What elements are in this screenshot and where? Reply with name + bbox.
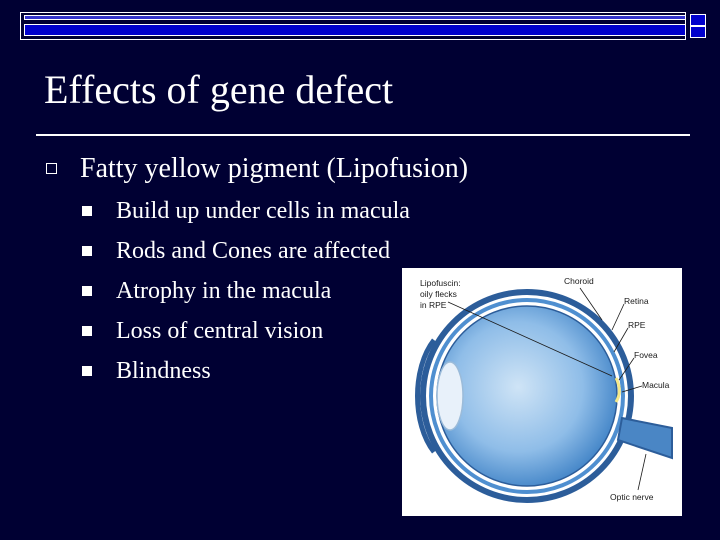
pointer-optic-nerve	[638, 454, 646, 490]
decorative-top-bar	[20, 12, 708, 40]
top-bar-square-lower	[690, 26, 706, 38]
main-bullet-text: Fatty yellow pigment (Lipofusion)	[80, 153, 469, 184]
square-bullet-icon	[82, 366, 92, 376]
title-divider	[36, 134, 690, 136]
sub-bullet-text: Atrophy in the macula	[116, 278, 332, 304]
optic-nerve-shape	[618, 418, 672, 458]
top-bar-thick-stripe	[24, 24, 686, 36]
label-optic-nerve: Optic nerve	[610, 492, 654, 502]
square-bullet-icon	[82, 286, 92, 296]
pointer-retina	[612, 304, 624, 330]
sub-bullet-text: Loss of central vision	[116, 318, 324, 344]
label-fovea: Fovea	[634, 350, 658, 360]
square-bullet-icon	[82, 206, 92, 216]
square-bullet-icon	[82, 326, 92, 336]
sub-bullet-text: Build up under cells in macula	[116, 198, 410, 224]
label-lipofuscin-line1: Lipofuscin:	[420, 278, 461, 288]
eye-anatomy-diagram	[402, 268, 682, 516]
eye-lens	[437, 362, 463, 430]
top-bar-thin-stripe	[24, 15, 686, 20]
eye-diagram-svg	[402, 268, 682, 516]
label-lipofuscin-line3: in RPE	[420, 300, 447, 310]
label-retina: Retina	[624, 296, 649, 306]
label-rpe: RPE	[628, 320, 646, 330]
eye-retina-layer	[437, 306, 617, 486]
label-macula: Macula	[642, 380, 670, 390]
label-choroid: Choroid	[564, 276, 594, 286]
sub-bullet-text: Blindness	[116, 358, 211, 384]
top-bar-square-upper	[690, 14, 706, 26]
hollow-square-bullet-icon	[46, 163, 57, 174]
slide-title: Effects of gene defect	[44, 67, 394, 112]
sub-bullet-text: Rods and Cones are affected	[116, 238, 391, 264]
square-bullet-icon	[82, 246, 92, 256]
label-lipofuscin-line2: oily flecks	[420, 289, 457, 299]
